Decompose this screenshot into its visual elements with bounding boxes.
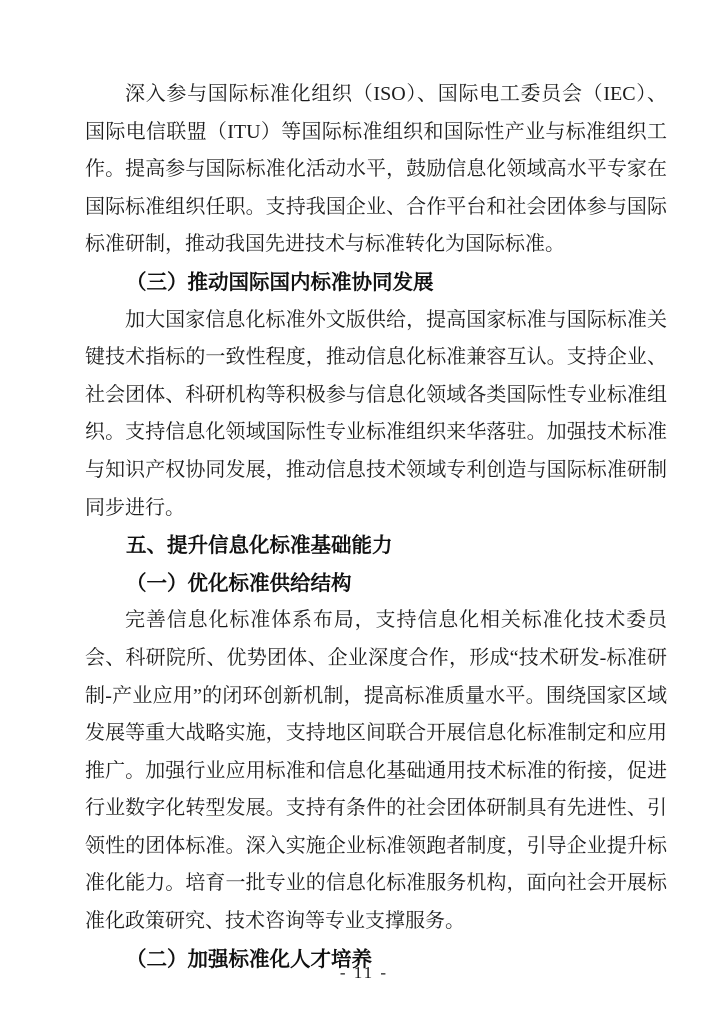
- heading-section-1-optimize-supply-structure: （一）优化标准供给结构: [126, 571, 352, 595]
- page-number: - 11 -: [339, 963, 389, 982]
- paragraph-standard-system-layout: 完善信息化标准体系布局，支持信息化相关标准化技术委员会、科研院所、优势团体、企业深度合作，形成“技术研发-标准研制-产业应用”的闭环创新机制，提高标准质量水平。围绕国家区域发展等重大战略实施，支持地区间联合开展信息化标准制定和应用推广。加强行业应用标准和信息化基础通用技术标准的衔接，促进行业数字化转型发展。支持有条件的社会团体研制具有先进性、引领性的团体标准。深入实施企业标准领跑者制度，引导企业提升标准化能力。培育一批专业的信息化标准服务机构，面向社会开展标准化政策研究、技术咨询等专业支撑服务。: [85, 609, 667, 933]
- heading-section-2-talent-cultivation: （二）加强标准化人才培养: [126, 947, 372, 971]
- heading-section-3-international-domestic-coordination: （三）推动国际国内标准协同发展: [126, 270, 434, 294]
- paragraph-standards-mutual-recognition: 加大国家信息化标准外文版供给，提高国家标准与国际标准关键技术指标的一致性程度，推动信息化标准兼容互认。支持企业、社会团体、科研机构等积极参与信息化领域各类国际性专业标准组织。支持信息化领域国际性专业标准组织来华落驻。加强技术标准与知识产权协同发展，推动信息技术领域专利创造与国际标准研制同步进行。: [85, 308, 667, 519]
- document-body: [85, 76, 667, 978]
- heading-chapter-5-basic-capability: 五、提升信息化标准基础能力: [126, 534, 393, 558]
- paragraph-international-standards-participation: 深入参与国际标准化组织（ISO）、国际电工委员会（IEC）、国际电信联盟（ITU）等国际标准组织和国际性产业与标准组织工作。提高参与国际标准化活动水平，鼓励信息化领域高水平专家在国际标准组织任职。支持我国企业、合作平台和社会团体参与国际标准研制，推动我国先进技术与标准转化为国际标准。: [85, 83, 667, 256]
